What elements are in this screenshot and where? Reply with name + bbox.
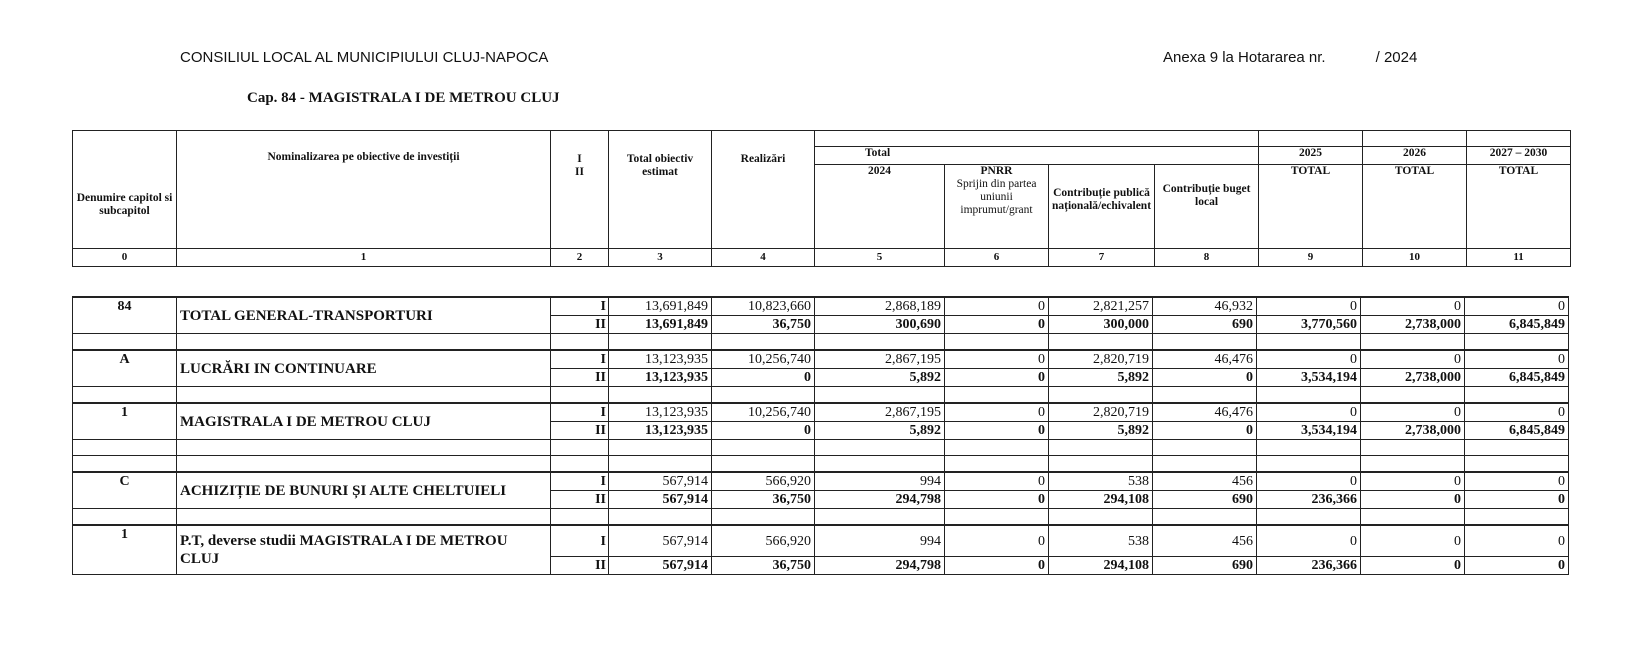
value-cell: 236,366 — [1257, 557, 1361, 575]
value-cell: 3,534,194 — [1257, 422, 1361, 440]
value-cell: 0 — [1361, 472, 1465, 491]
value-cell: 13,123,935 — [609, 403, 712, 422]
value-cell: 567,914 — [609, 472, 712, 491]
pnrr-title: PNRR — [980, 165, 1013, 177]
value-cell: 300,690 — [815, 316, 945, 334]
value-cell: 0 — [1361, 557, 1465, 575]
empty-cell — [177, 387, 551, 404]
col-header-chapter: Denumire capitol si subcapitol — [73, 131, 177, 249]
value-cell: 0 — [945, 350, 1049, 369]
value-cell: 456 — [1153, 472, 1257, 491]
value-cell: 538 — [1049, 525, 1153, 557]
empty-cell — [609, 509, 712, 526]
col-header-stage — [551, 131, 609, 249]
col-num-3: 3 — [609, 249, 712, 267]
empty-cell — [609, 456, 712, 473]
empty-cell — [945, 509, 1049, 526]
value-cell: 13,691,849 — [609, 316, 712, 334]
col-header-2026-top — [1363, 131, 1467, 147]
spacer-row — [73, 387, 1569, 404]
value-cell: 0 — [1465, 472, 1569, 491]
value-cell: 0 — [945, 403, 1049, 422]
col-header-2024-group — [815, 131, 1259, 147]
column-header-table — [72, 130, 1571, 267]
value-cell: 10,256,740 — [712, 350, 815, 369]
value-cell: 566,920 — [712, 472, 815, 491]
empty-cell — [73, 387, 177, 404]
empty-cell — [815, 440, 945, 456]
value-cell: 994 — [815, 472, 945, 491]
empty-cell — [945, 440, 1049, 456]
value-cell: 13,123,935 — [609, 422, 712, 440]
table-row — [73, 403, 1569, 422]
spacer-row — [73, 334, 1569, 351]
value-cell: 2,738,000 — [1361, 422, 1465, 440]
value-cell: 0 — [1465, 350, 1569, 369]
value-cell: 2,867,195 — [815, 403, 945, 422]
council-name: CONSILIUL LOCAL AL MUNICIPIULUI CLUJ-NAPOCA — [180, 49, 549, 66]
empty-cell — [609, 440, 712, 456]
value-cell: 0 — [1257, 525, 1361, 557]
value-cell: 10,823,660 — [712, 297, 815, 316]
empty-cell — [1465, 509, 1569, 526]
empty-cell — [551, 509, 609, 526]
row-code: A — [73, 350, 177, 387]
empty-cell — [1153, 456, 1257, 473]
empty-cell — [73, 456, 177, 473]
col-num-4: 4 — [712, 249, 815, 267]
value-cell: 46,476 — [1153, 350, 1257, 369]
value-cell: 690 — [1153, 316, 1257, 334]
table-row — [73, 525, 1569, 557]
stage-label: II — [551, 316, 609, 334]
value-cell: 6,845,849 — [1465, 369, 1569, 387]
value-cell: 0 — [1465, 297, 1569, 316]
empty-cell — [177, 509, 551, 526]
empty-cell — [551, 334, 609, 351]
value-cell: 294,108 — [1049, 557, 1153, 575]
row-code: 1 — [73, 525, 177, 575]
empty-cell — [712, 509, 815, 526]
col-header-2027-top — [1467, 131, 1571, 147]
value-cell: 5,892 — [815, 422, 945, 440]
empty-cell — [1153, 387, 1257, 404]
stage-II: II — [575, 166, 584, 178]
value-cell: 0 — [1361, 297, 1465, 316]
value-cell: 0 — [945, 369, 1049, 387]
col-header-public: Contribuție publică națională/echivalent — [1049, 165, 1155, 249]
empty-cell — [712, 387, 815, 404]
value-cell: 46,476 — [1153, 403, 1257, 422]
table-row — [73, 472, 1569, 491]
empty-cell — [1257, 440, 1361, 456]
col-num-10: 10 — [1363, 249, 1467, 267]
empty-cell — [815, 509, 945, 526]
value-cell: 2,867,195 — [815, 350, 945, 369]
empty-cell — [815, 456, 945, 473]
empty-cell — [1049, 440, 1153, 456]
value-cell: 0 — [945, 557, 1049, 575]
value-cell: 2,820,719 — [1049, 350, 1153, 369]
value-cell: 0 — [1361, 403, 1465, 422]
col-num-1: 1 — [177, 249, 551, 267]
empty-cell — [1257, 387, 1361, 404]
empty-cell — [73, 440, 177, 456]
empty-cell — [551, 440, 609, 456]
empty-cell — [1361, 334, 1465, 351]
row-code: 84 — [73, 297, 177, 334]
empty-cell — [1465, 387, 1569, 404]
empty-cell — [1465, 440, 1569, 456]
empty-cell — [73, 509, 177, 526]
row-label: MAGISTRALA I DE METROU CLUJ — [177, 403, 551, 440]
empty-cell — [609, 387, 712, 404]
value-cell: 13,123,935 — [609, 350, 712, 369]
value-cell: 0 — [1465, 557, 1569, 575]
col-header-2026: 2026 — [1363, 147, 1467, 165]
value-cell: 0 — [1153, 369, 1257, 387]
spacer-row — [73, 509, 1569, 526]
value-cell: 13,691,849 — [609, 297, 712, 316]
empty-cell — [712, 440, 815, 456]
value-cell: 0 — [1361, 350, 1465, 369]
value-cell: 294,798 — [815, 557, 945, 575]
empty-cell — [1257, 509, 1361, 526]
row-code: 1 — [73, 403, 177, 440]
value-cell: 566,920 — [712, 525, 815, 557]
col-header-pnrr — [945, 165, 1049, 249]
value-cell: 0 — [945, 422, 1049, 440]
empty-cell — [815, 387, 945, 404]
col-num-11: 11 — [1467, 249, 1571, 267]
value-cell: 0 — [1257, 403, 1361, 422]
empty-cell — [1153, 509, 1257, 526]
empty-cell — [177, 440, 551, 456]
row-label: LUCRĂRI IN CONTINUARE — [177, 350, 551, 387]
col-header-2024: 2024 — [815, 165, 945, 249]
value-cell: 456 — [1153, 525, 1257, 557]
empty-cell — [815, 334, 945, 351]
empty-cell — [1257, 334, 1361, 351]
stage-label: II — [551, 491, 609, 509]
value-cell: 690 — [1153, 557, 1257, 575]
stage-label: I — [551, 350, 609, 369]
empty-cell — [1465, 334, 1569, 351]
budget-table — [72, 296, 1569, 575]
value-cell: 36,750 — [712, 557, 815, 575]
value-cell: 567,914 — [609, 557, 712, 575]
value-cell: 236,366 — [1257, 491, 1361, 509]
value-cell: 0 — [1465, 491, 1569, 509]
value-cell: 2,868,189 — [815, 297, 945, 316]
value-cell: 0 — [1465, 403, 1569, 422]
col-header-2025-top — [1259, 131, 1363, 147]
value-cell: 567,914 — [609, 491, 712, 509]
annex-year: / 2024 — [1375, 49, 1418, 66]
empty-cell — [551, 456, 609, 473]
empty-cell — [945, 387, 1049, 404]
col-header-2025-total: TOTAL — [1259, 165, 1363, 249]
value-cell: 0 — [712, 422, 815, 440]
empty-cell — [1049, 387, 1153, 404]
value-cell: 0 — [1361, 491, 1465, 509]
value-cell: 690 — [1153, 491, 1257, 509]
empty-cell — [945, 456, 1049, 473]
col-header-2027-2030: 2027 – 2030 — [1467, 147, 1571, 165]
empty-cell — [712, 334, 815, 351]
col-num-2: 2 — [551, 249, 609, 267]
value-cell: 0 — [1257, 472, 1361, 491]
empty-cell — [1361, 440, 1465, 456]
col-header-2027-total: TOTAL — [1467, 165, 1571, 249]
spacer-row — [73, 456, 1569, 473]
empty-cell — [551, 387, 609, 404]
value-cell: 36,750 — [712, 491, 815, 509]
stage-I: I — [577, 153, 582, 165]
value-cell: 6,845,849 — [1465, 316, 1569, 334]
table-row — [73, 350, 1569, 369]
col-header-local: Contribuție buget local — [1155, 165, 1259, 249]
stage-label: I — [551, 472, 609, 491]
empty-cell — [1049, 334, 1153, 351]
value-cell: 5,892 — [815, 369, 945, 387]
col-num-7: 7 — [1049, 249, 1155, 267]
stage-label: I — [551, 525, 609, 557]
col-header-objectives: Nominalizarea pe obiective de investiții — [177, 131, 551, 249]
table-row — [73, 297, 1569, 316]
empty-cell — [1465, 456, 1569, 473]
value-cell: 13,123,935 — [609, 369, 712, 387]
annex-prefix: Anexa 9 la Hotararea nr. — [1163, 49, 1326, 66]
empty-cell — [1049, 509, 1153, 526]
annex-reference — [1163, 49, 1417, 66]
col-num-9: 9 — [1259, 249, 1363, 267]
row-label: ACHIZIȚIE DE BUNURI ȘI ALTE CHELTUIELI — [177, 472, 551, 509]
stage-label: II — [551, 422, 609, 440]
spacer-row — [73, 440, 1569, 456]
value-cell: 294,798 — [815, 491, 945, 509]
empty-cell — [177, 334, 551, 351]
empty-cell — [609, 334, 712, 351]
col-num-5: 5 — [815, 249, 945, 267]
stage-label: II — [551, 557, 609, 575]
value-cell: 0 — [1361, 525, 1465, 557]
col-num-0: 0 — [73, 249, 177, 267]
empty-cell — [1361, 456, 1465, 473]
col-header-estimated: Total obiectiv estimat — [609, 131, 712, 249]
value-cell: 5,892 — [1049, 369, 1153, 387]
col-header-realized: Realizări — [712, 131, 815, 249]
col-num-8: 8 — [1155, 249, 1259, 267]
empty-cell — [1361, 387, 1465, 404]
value-cell: 46,932 — [1153, 297, 1257, 316]
value-cell: 10,256,740 — [712, 403, 815, 422]
col-num-6: 6 — [945, 249, 1049, 267]
value-cell: 2,821,257 — [1049, 297, 1153, 316]
col-header-2026-total: TOTAL — [1363, 165, 1467, 249]
empty-cell — [1153, 334, 1257, 351]
value-cell: 2,820,719 — [1049, 403, 1153, 422]
pnrr-sub: Sprijin din partea uniunii imprumut/grant — [956, 178, 1037, 216]
value-cell: 0 — [1257, 297, 1361, 316]
value-cell: 0 — [945, 316, 1049, 334]
value-cell: 0 — [945, 525, 1049, 557]
empty-cell — [177, 456, 551, 473]
value-cell: 300,000 — [1049, 316, 1153, 334]
value-cell: 6,845,849 — [1465, 422, 1569, 440]
empty-cell — [945, 334, 1049, 351]
value-cell: 538 — [1049, 472, 1153, 491]
value-cell: 294,108 — [1049, 491, 1153, 509]
col-header-2025: 2025 — [1259, 147, 1363, 165]
row-label: TOTAL GENERAL-TRANSPORTURI — [177, 297, 551, 334]
empty-cell — [712, 456, 815, 473]
stage-label: I — [551, 403, 609, 422]
stage-label: I — [551, 297, 609, 316]
empty-cell — [1049, 456, 1153, 473]
value-cell: 2,738,000 — [1361, 369, 1465, 387]
value-cell: 2,738,000 — [1361, 316, 1465, 334]
value-cell: 3,770,560 — [1257, 316, 1361, 334]
value-cell: 0 — [1465, 525, 1569, 557]
row-code: C — [73, 472, 177, 509]
value-cell: 994 — [815, 525, 945, 557]
value-cell: 36,750 — [712, 316, 815, 334]
value-cell: 0 — [945, 297, 1049, 316]
value-cell: 5,892 — [1049, 422, 1153, 440]
value-cell: 567,914 — [609, 525, 712, 557]
value-cell: 0 — [945, 472, 1049, 491]
empty-cell — [1361, 509, 1465, 526]
chapter-title: Cap. 84 - MAGISTRALA I DE METROU CLUJ — [247, 90, 560, 106]
stage-label: II — [551, 369, 609, 387]
col-header-total: Total — [815, 147, 1259, 165]
value-cell: 3,534,194 — [1257, 369, 1361, 387]
value-cell: 0 — [1257, 350, 1361, 369]
value-cell: 0 — [712, 369, 815, 387]
empty-cell — [1257, 456, 1361, 473]
value-cell: 0 — [1153, 422, 1257, 440]
value-cell: 0 — [945, 491, 1049, 509]
row-label: P.T, deverse studii MAGISTRALA I DE METROU CLUJ — [177, 525, 551, 575]
empty-cell — [73, 334, 177, 351]
empty-cell — [1153, 440, 1257, 456]
